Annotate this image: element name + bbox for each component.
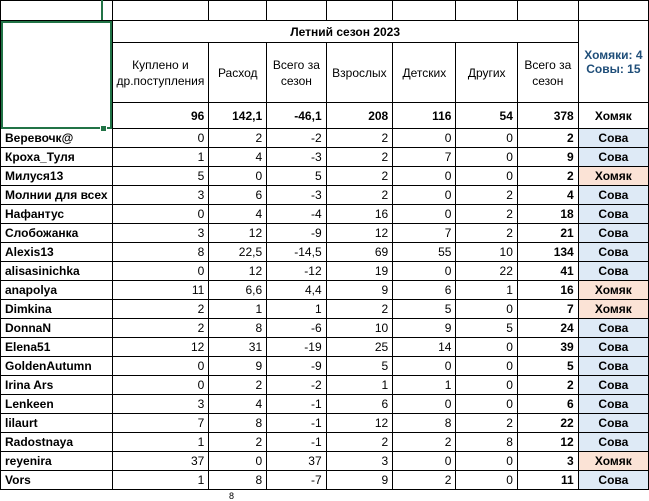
cell-spent[interactable]: 2 (209, 433, 267, 452)
cell-bought[interactable]: 8 (112, 243, 209, 262)
cell-season[interactable]: -1 (267, 414, 326, 433)
total-spent[interactable]: 142,1 (209, 103, 267, 129)
cell-bought[interactable]: 3 (112, 395, 209, 414)
cell-kids[interactable]: 7 (393, 148, 456, 167)
cell-bought[interactable]: 2 (112, 319, 209, 338)
cell-kids[interactable]: 9 (393, 319, 456, 338)
cell-adults[interactable]: 10 (326, 319, 393, 338)
sheet-title[interactable]: Летний сезон 2023 (112, 21, 578, 43)
cell-adults[interactable]: 19 (326, 262, 393, 281)
cell-season[interactable]: -1 (267, 433, 326, 452)
cell-total[interactable]: 2 (517, 129, 578, 148)
table-row (1, 243, 649, 262)
header-bought[interactable]: Куплено и др.поступления (112, 43, 209, 103)
cell-bought[interactable]: 0 (112, 205, 209, 224)
cell-bought[interactable]: 1 (112, 148, 209, 167)
table-row (1, 148, 649, 167)
cell-other[interactable]: 2 (456, 414, 517, 433)
table-row (1, 262, 649, 281)
owl-count: Совы: 15 (586, 61, 641, 76)
cell-total[interactable]: 16 (517, 281, 578, 300)
cell-type[interactable]: Сова (578, 395, 648, 414)
cell-other[interactable]: 0 (456, 300, 517, 319)
cell-spent[interactable]: 12 (209, 262, 267, 281)
cell-other[interactable]: 0 (456, 471, 517, 490)
cell-kids[interactable]: 55 (393, 243, 456, 262)
cell-other[interactable]: 0 (456, 395, 517, 414)
header-other[interactable]: Других (456, 43, 517, 103)
cell-type[interactable]: Сова (578, 414, 648, 433)
cell-spent[interactable]: 8 (209, 319, 267, 338)
cell-other[interactable]: 2 (456, 224, 517, 243)
cell-kids[interactable]: 2 (393, 433, 456, 452)
top-strip (1, 1, 649, 21)
cell-season[interactable]: -1 (267, 395, 326, 414)
cell-bought[interactable]: 5 (112, 167, 209, 186)
cell-type[interactable]: Сова (578, 319, 648, 338)
cell-type[interactable]: Сова (578, 376, 648, 395)
cell-adults[interactable]: 2 (326, 167, 393, 186)
cell-type[interactable]: Сова (578, 433, 648, 452)
cell-spent[interactable]: 4 (209, 148, 267, 167)
cell-spent[interactable]: 4 (209, 395, 267, 414)
cell-kids[interactable]: 14 (393, 338, 456, 357)
cell-name[interactable]: Кроха_Туля (1, 148, 113, 167)
cell-total[interactable]: 22 (517, 414, 578, 433)
cell-name[interactable]: Vors (1, 471, 113, 490)
cell-other[interactable]: 0 (456, 148, 517, 167)
cell-total[interactable]: 5 (517, 357, 578, 376)
cell-spent[interactable]: 8 (209, 471, 267, 490)
cell-name[interactable]: anapolya (1, 281, 113, 300)
cell-other[interactable]: 0 (456, 129, 517, 148)
cell-adults[interactable]: 2 (326, 433, 393, 452)
cell-kids[interactable]: 0 (393, 395, 456, 414)
cell-name[interactable]: Веревочк@ (1, 129, 113, 148)
cell-bought[interactable]: 0 (112, 357, 209, 376)
cell-spent[interactable]: 31 (209, 338, 267, 357)
total-adults[interactable]: 208 (326, 103, 393, 129)
cell-bought[interactable]: 3 (112, 224, 209, 243)
total-other[interactable]: 54 (456, 103, 517, 129)
cell-name[interactable]: Dimkina (1, 300, 113, 319)
cell-total[interactable]: 134 (517, 243, 578, 262)
cell-type[interactable]: Сова (578, 243, 648, 262)
cell-total[interactable]: 7 (517, 300, 578, 319)
cell-kids[interactable]: 0 (393, 129, 456, 148)
cell-season[interactable]: 37 (267, 452, 326, 471)
cell-bought[interactable]: 37 (112, 452, 209, 471)
total-bought[interactable]: 96 (112, 103, 209, 129)
cell-spent[interactable]: 0 (209, 167, 267, 186)
cell-total[interactable]: 4 (517, 186, 578, 205)
hamster-count: Хомяки: 4 (584, 47, 643, 62)
cell-adults[interactable]: 69 (326, 243, 393, 262)
cell-season[interactable]: -9 (267, 224, 326, 243)
table-row (1, 376, 649, 395)
cell-type[interactable]: Хомяк (578, 452, 648, 471)
cell-other[interactable]: 2 (456, 186, 517, 205)
cell-season[interactable]: -6 (267, 319, 326, 338)
cell-spent[interactable]: 4 (209, 205, 267, 224)
cell-kids[interactable]: 0 (393, 262, 456, 281)
type-counts[interactable] (578, 21, 648, 103)
cell-kids[interactable]: 8 (393, 414, 456, 433)
header-kids[interactable]: Детских (393, 43, 456, 103)
table-row (1, 414, 649, 433)
cell-name[interactable]: Irina Ars (1, 376, 113, 395)
cell-spent[interactable]: 8 (209, 414, 267, 433)
cell-total[interactable]: 12 (517, 433, 578, 452)
cell-total[interactable]: 41 (517, 262, 578, 281)
cell-season[interactable]: -2 (267, 129, 326, 148)
cell-name[interactable]: Нафантус (1, 205, 113, 224)
cell-season[interactable]: -4 (267, 205, 326, 224)
cell-name[interactable]: Lenkeen (1, 395, 113, 414)
table-row (1, 452, 649, 471)
data-rows (1, 129, 649, 490)
cell-kids[interactable]: 1 (393, 376, 456, 395)
cell-other[interactable]: 22 (456, 262, 517, 281)
cell-kids[interactable]: 0 (393, 452, 456, 471)
cell-name[interactable]: Милуся13 (1, 167, 113, 186)
cell-type[interactable]: Сова (578, 186, 648, 205)
selection-border (101, 0, 103, 20)
cell-season[interactable]: -12 (267, 262, 326, 281)
cell-season[interactable]: -2 (267, 376, 326, 395)
cell-spent[interactable]: 12 (209, 224, 267, 243)
cell-total[interactable]: 2 (517, 376, 578, 395)
cell-other[interactable]: 2 (456, 205, 517, 224)
cell-other[interactable]: 0 (456, 338, 517, 357)
cell-adults[interactable]: 5 (326, 357, 393, 376)
cell-bought[interactable]: 2 (112, 300, 209, 319)
cell-kids[interactable]: 2 (393, 471, 456, 490)
cell-name[interactable]: Radostnaya (1, 433, 113, 452)
cell-adults[interactable]: 2 (326, 300, 393, 319)
cell-other[interactable]: 0 (456, 452, 517, 471)
cell-kids[interactable]: 0 (393, 167, 456, 186)
cell-kids[interactable]: 5 (393, 300, 456, 319)
cell-total[interactable]: 39 (517, 338, 578, 357)
cell-spent[interactable]: 9 (209, 357, 267, 376)
cell-other[interactable]: 5 (456, 319, 517, 338)
cell-bought[interactable]: 12 (112, 338, 209, 357)
table-row (1, 319, 649, 338)
cell-type[interactable]: Сова (578, 224, 648, 243)
table-row (1, 338, 649, 357)
cell-season[interactable]: -3 (267, 148, 326, 167)
cell-name[interactable]: reyenira (1, 452, 113, 471)
cell-bought[interactable]: 1 (112, 471, 209, 490)
cell-adults[interactable]: 2 (326, 148, 393, 167)
cell-other[interactable]: 1 (456, 281, 517, 300)
cell-type[interactable]: Сова (578, 471, 648, 490)
cell-type[interactable]: Хомяк (578, 167, 648, 186)
cell-spent[interactable]: 2 (209, 376, 267, 395)
cell-bought[interactable]: 0 (112, 376, 209, 395)
header-season-total[interactable]: Всего за сезон (267, 43, 326, 103)
fill-handle[interactable] (100, 125, 107, 132)
cell-type[interactable]: Хомяк (578, 281, 648, 300)
table-row (1, 433, 649, 452)
cell-name[interactable]: DonnaN (1, 319, 113, 338)
total-kids[interactable]: 116 (393, 103, 456, 129)
cell-adults[interactable]: 12 (326, 414, 393, 433)
cell-spent[interactable]: 2 (209, 129, 267, 148)
cell-kids[interactable]: 0 (393, 205, 456, 224)
total-season[interactable]: -46,1 (267, 103, 326, 129)
cell-type[interactable]: Хомяк (578, 300, 648, 319)
table-row (1, 471, 649, 490)
cell-total[interactable]: 3 (517, 452, 578, 471)
cell-season[interactable]: 5 (267, 167, 326, 186)
cell-kids[interactable]: 6 (393, 281, 456, 300)
header-spent[interactable]: Расход (209, 43, 267, 103)
cell-name[interactable]: GoldenAutumn (1, 357, 113, 376)
table-row (1, 224, 649, 243)
cell-other[interactable]: 8 (456, 433, 517, 452)
cell-season[interactable]: -19 (267, 338, 326, 357)
cell-adults[interactable]: 25 (326, 338, 393, 357)
table-row (1, 129, 649, 148)
table-row (1, 357, 649, 376)
table-row (1, 167, 649, 186)
cell-spent[interactable]: 6,6 (209, 281, 267, 300)
cell-total[interactable]: 6 (517, 395, 578, 414)
cell-adults[interactable]: 2 (326, 129, 393, 148)
cell-total[interactable]: 21 (517, 224, 578, 243)
cell-bought[interactable]: 1 (112, 433, 209, 452)
cell-other[interactable]: 10 (456, 243, 517, 262)
cell-name[interactable]: Alexis13 (1, 243, 113, 262)
total-all[interactable]: 378 (517, 103, 578, 129)
table-row (1, 395, 649, 414)
cell-adults[interactable]: 2 (326, 186, 393, 205)
cell-type[interactable]: Сова (578, 357, 648, 376)
cell-type[interactable]: Сова (578, 338, 648, 357)
cell-kids[interactable]: 0 (393, 186, 456, 205)
cell-bought[interactable]: 0 (112, 262, 209, 281)
cell-spent[interactable]: 0 (209, 452, 267, 471)
overflow-cell-value: 8 (229, 491, 235, 501)
cell-spent[interactable]: 22,5 (209, 243, 267, 262)
cell-type[interactable]: Сова (578, 262, 648, 281)
cell-adults[interactable]: 3 (326, 452, 393, 471)
cell-bought[interactable]: 11 (112, 281, 209, 300)
cell-total[interactable]: 9 (517, 148, 578, 167)
cell-other[interactable]: 0 (456, 376, 517, 395)
cell-season[interactable]: -7 (267, 471, 326, 490)
table-row (1, 186, 649, 205)
cell-season[interactable]: -14,5 (267, 243, 326, 262)
cell-season[interactable]: -3 (267, 186, 326, 205)
cell-bought[interactable]: 0 (112, 129, 209, 148)
cell-type[interactable]: Сова (578, 148, 648, 167)
cell-name[interactable]: Слобожанка (1, 224, 113, 243)
cell-adults[interactable]: 6 (326, 395, 393, 414)
cell-kids[interactable]: 0 (393, 357, 456, 376)
cell-bought[interactable]: 3 (112, 186, 209, 205)
cell-adults[interactable]: 1 (326, 376, 393, 395)
cell-name[interactable]: Elena51 (1, 338, 113, 357)
table-row (1, 281, 649, 300)
cell-season[interactable]: 1 (267, 300, 326, 319)
cell-total[interactable]: 2 (517, 167, 578, 186)
cell-kids[interactable]: 7 (393, 224, 456, 243)
header-all-total[interactable]: Всего за сезон (517, 43, 578, 103)
cell-spent[interactable]: 1 (209, 300, 267, 319)
cell-adults[interactable]: 9 (326, 281, 393, 300)
cell-name[interactable]: alisasinichka (1, 262, 113, 281)
cell-name[interactable]: Молнии для всех (1, 186, 113, 205)
cell-total[interactable]: 24 (517, 319, 578, 338)
cell-total[interactable]: 11 (517, 471, 578, 490)
cell-total[interactable]: 18 (517, 205, 578, 224)
cell-adults[interactable]: 12 (326, 224, 393, 243)
cell-name[interactable]: lilaurt (1, 414, 113, 433)
cell-season[interactable]: 4,4 (267, 281, 326, 300)
cell-spent[interactable]: 6 (209, 186, 267, 205)
cell-bought[interactable]: 7 (112, 414, 209, 433)
cell-adults[interactable]: 9 (326, 471, 393, 490)
total-type[interactable]: Хомяк (578, 103, 648, 129)
cell-type[interactable]: Сова (578, 205, 648, 224)
table-row (1, 205, 649, 224)
cell-other[interactable]: 0 (456, 357, 517, 376)
cell-other[interactable]: 0 (456, 167, 517, 186)
cell-season[interactable]: -9 (267, 357, 326, 376)
cell-adults[interactable]: 16 (326, 205, 393, 224)
cell-type[interactable]: Сова (578, 129, 648, 148)
table-row (1, 300, 649, 319)
selected-cell[interactable] (1, 21, 113, 129)
header-adults[interactable]: Взрослых (326, 43, 393, 103)
